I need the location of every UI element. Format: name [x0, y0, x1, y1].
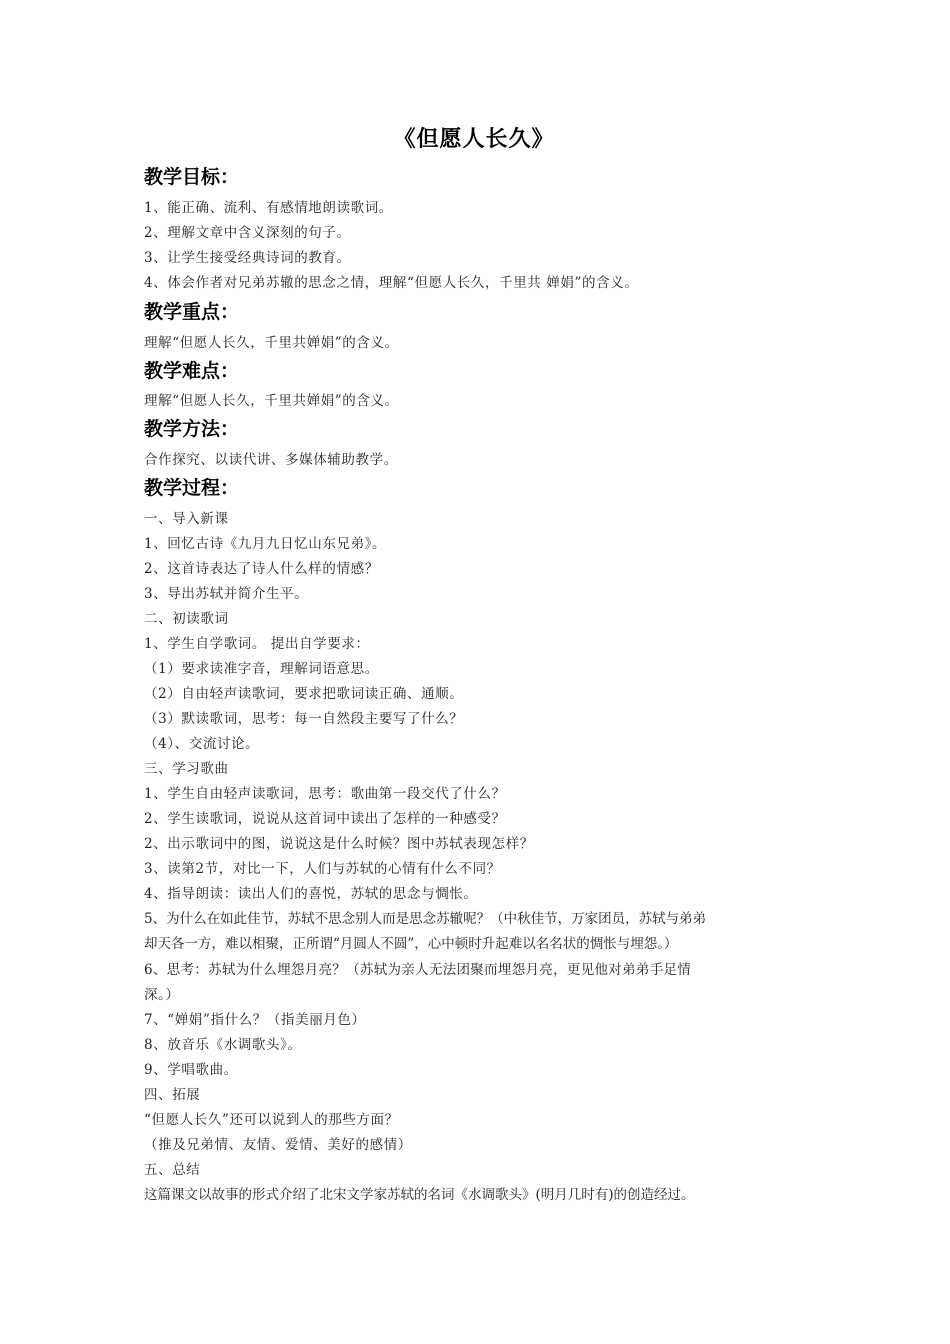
process-line: 4、指导朗读：读出人们的喜悦，苏轼的思念与惆怅。 [144, 886, 478, 902]
process-line: 深。） [144, 987, 180, 1003]
process-line: 6、思考：苏轼为什么埋怨月亮？（苏轼为亲人无法团聚而埋怨月亮，更见他对弟弟手足情 [144, 962, 692, 978]
objective-item: 2、理解文章中含义深刻的句子。 [144, 225, 351, 241]
process-line: 四、拓展 [144, 1087, 201, 1103]
heading-objectives: 教学目标： [144, 166, 240, 188]
heading-process: 教学过程： [144, 477, 240, 499]
process-line: 8、放音乐《水调歌头》。 [144, 1037, 302, 1053]
process-line: （4）、交流讨论。 [144, 736, 260, 752]
methods-text: 合作探究、以读代讲、多媒体辅助教学。 [144, 452, 398, 468]
heading-methods: 教学方法： [144, 418, 240, 440]
process-line: 却天各一方，难以相聚，正所谓“月圆人不圆”，心中顿时升起难以名名状的惆怅与埋怨。） [144, 936, 678, 952]
document-title: 《但愿人长久》 [393, 126, 555, 152]
process-line: “但愿人长久”还可以说到人的那些方面？ [144, 1112, 399, 1128]
process-line: 3、导出苏轼并简介生平。 [144, 586, 309, 602]
process-line: （推及兄弟情、友情、爱情、美好的感情） [144, 1137, 412, 1153]
process-line: 2、学生读歌词，说说从这首词中读出了怎样的一种感受？ [144, 811, 506, 827]
objective-item: 3、让学生接受经典诗词的教育。 [144, 250, 351, 266]
process-line: 3、读第2节，对比一下，人们与苏轼的心情有什么不同？ [144, 861, 501, 877]
process-line: 五、总结 [144, 1162, 201, 1178]
process-line: 1、学生自由轻声读歌词，思考：歌曲第一段交代了什么？ [144, 786, 506, 802]
process-line: 7、“婵娟”指什么？（指美丽月色） [144, 1012, 366, 1028]
process-line: （1）要求读准字音，理解词语意思。 [144, 661, 379, 677]
key-points-text: 理解“但愿人长久，千里共婵娟”的含义。 [144, 335, 399, 351]
process-line: 5、为什么在如此佳节，苏轼不思念别人而是思念苏辙呢？（中秋佳节，万家团员，苏轼与弟弟 [144, 911, 707, 927]
process-line: （2）自由轻声读歌词，要求把歌词读正确、通顺。 [144, 686, 464, 702]
process-line: 9、学唱歌曲。 [144, 1062, 238, 1078]
heading-key-points: 教学重点： [144, 301, 240, 323]
difficulties-text: 理解“但愿人长久，千里共婵娟”的含义。 [144, 393, 399, 409]
process-line: 1、学生自学歌词。 提出自学要求： [144, 636, 370, 652]
process-line: 这篇课文以故事的形式介绍了北宋文学家苏轼的名词《水调歌头》(明月几时有)的创造经过。 [144, 1187, 695, 1203]
process-line: 三、学习歌曲 [144, 761, 229, 777]
process-line: 一、导入新课 [144, 511, 229, 527]
heading-difficulties: 教学难点： [144, 360, 240, 382]
process-line: （3）默读歌词，思考：每一自然段主要写了什么？ [144, 711, 464, 727]
process-line: 1、回忆古诗《九月九日忆山东兄弟》。 [144, 536, 387, 552]
objective-item: 4、体会作者对兄弟苏辙的思念之情，理解“但愿人长久，千里共 婵娟”的含义。 [144, 275, 639, 291]
process-line: 二、初读歌词 [144, 611, 229, 627]
process-line: 2、出示歌词中的图，说说这是什么时候？图中苏轼表现怎样？ [144, 836, 534, 852]
process-line: 2、这首诗表达了诗人什么样的情感？ [144, 561, 379, 577]
objective-item: 1、能正确、流利、有感情地朗读歌词。 [144, 200, 393, 216]
